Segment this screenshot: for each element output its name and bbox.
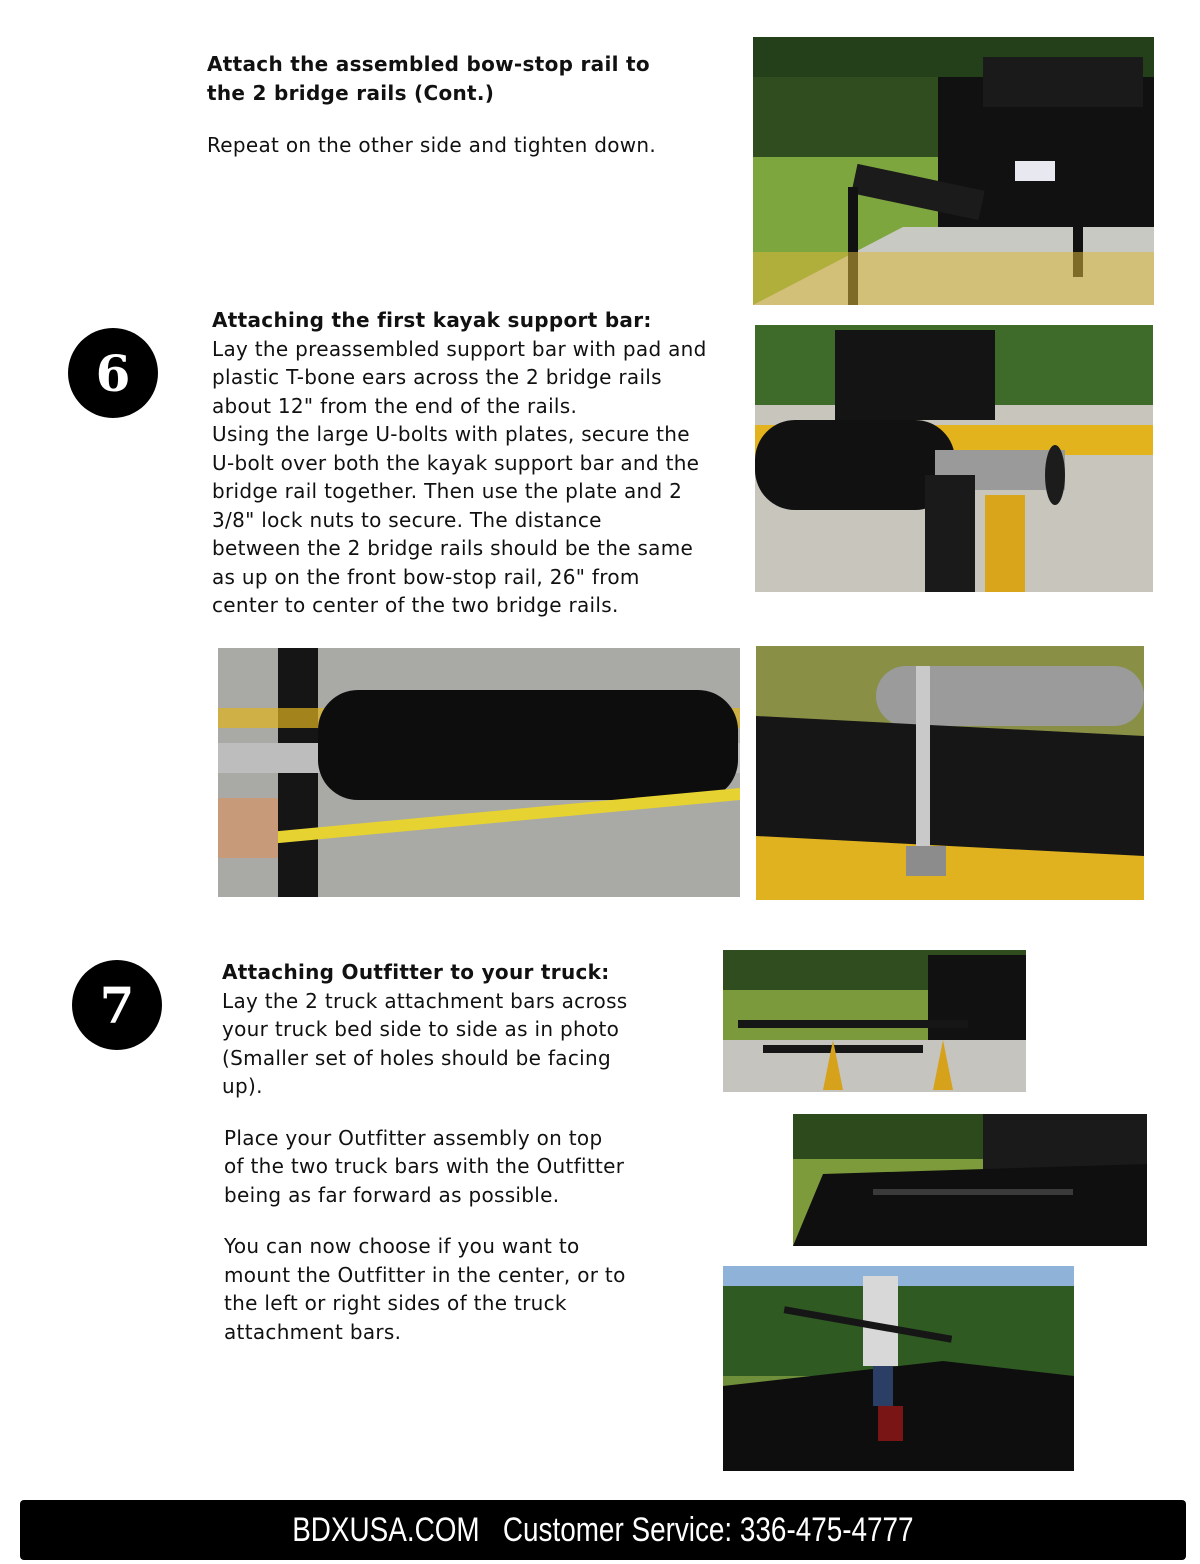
photo-u-bolt	[756, 646, 1144, 900]
step7-para3-line: mount the Outfitter in the center, or to	[224, 1262, 626, 1287]
photo-bow-stop-rail	[753, 37, 1154, 305]
step6-number-badge: 6	[68, 328, 158, 418]
photo-tape-measure	[218, 648, 740, 897]
step6-line: about 12" from the end of the rails.	[212, 393, 578, 418]
step6-heading: Attaching the first kayak support bar:	[212, 308, 652, 332]
step7-para2-line: of the two truck bars with the Outfitter	[224, 1154, 625, 1178]
step6-line: Using the large U-bolts with plates, secure the	[212, 422, 690, 446]
step7-heading: Attaching Outfitter to your truck:	[222, 960, 610, 984]
step7-para3-line: the left or right sides of the truck	[224, 1291, 567, 1315]
step7-text	[222, 958, 702, 1346]
photo-truck-bars	[723, 950, 1026, 1092]
step7-para2-line: Place your Outfitter assembly on top	[224, 1125, 603, 1150]
step7-para1-line: your truck bed side to side as in photo	[222, 1017, 620, 1041]
step7-para1-line: (Smaller set of holes should be facing	[222, 1045, 611, 1070]
step6-line: bridge rail together. Then use the plate and 2	[212, 479, 683, 503]
step7-para1-line: Lay the 2 truck attachment bars across	[222, 988, 628, 1013]
step7-para2-line: being as far forward as possible.	[224, 1182, 560, 1207]
step5-body: Repeat on the other side and tighten down.	[207, 133, 657, 157]
photo-truck-bed	[793, 1114, 1147, 1246]
step6-line: plastic T-bone ears across the 2 bridge rails	[212, 365, 662, 389]
step7-number-badge: 7	[72, 960, 162, 1050]
step6-line: center to center of the two bridge rails.	[212, 593, 619, 617]
step7-para1-line: up).	[222, 1074, 263, 1098]
step6-line: as up on the front bow-stop rail, 26" from	[212, 564, 640, 589]
photo-support-bar	[755, 325, 1153, 592]
footer-text: BDXUSA.COM Customer Service: 336-475-4777	[292, 1510, 914, 1549]
step5-heading-line1: Attach the assembled bow-stop rail to	[207, 52, 650, 76]
step6-line: 3/8" lock nuts to secure. The distance	[212, 507, 602, 532]
step5-cont-text	[207, 50, 727, 160]
step6-text	[212, 306, 732, 620]
step6-line: U-bolt over both the kayak support bar and the	[212, 450, 700, 475]
step7-para3-line: You can now choose if you want to	[224, 1234, 580, 1258]
step6-line: Lay the preassembled support bar with pad and	[212, 336, 707, 361]
photo-loading-outfitter	[723, 1266, 1074, 1471]
step6-line: between the 2 bridge rails should be the same	[212, 536, 694, 560]
step7-para3-line: attachment bars.	[224, 1319, 402, 1344]
step5-heading-line2: the 2 bridge rails (Cont.)	[207, 80, 495, 105]
footer-bar	[20, 1500, 1186, 1560]
